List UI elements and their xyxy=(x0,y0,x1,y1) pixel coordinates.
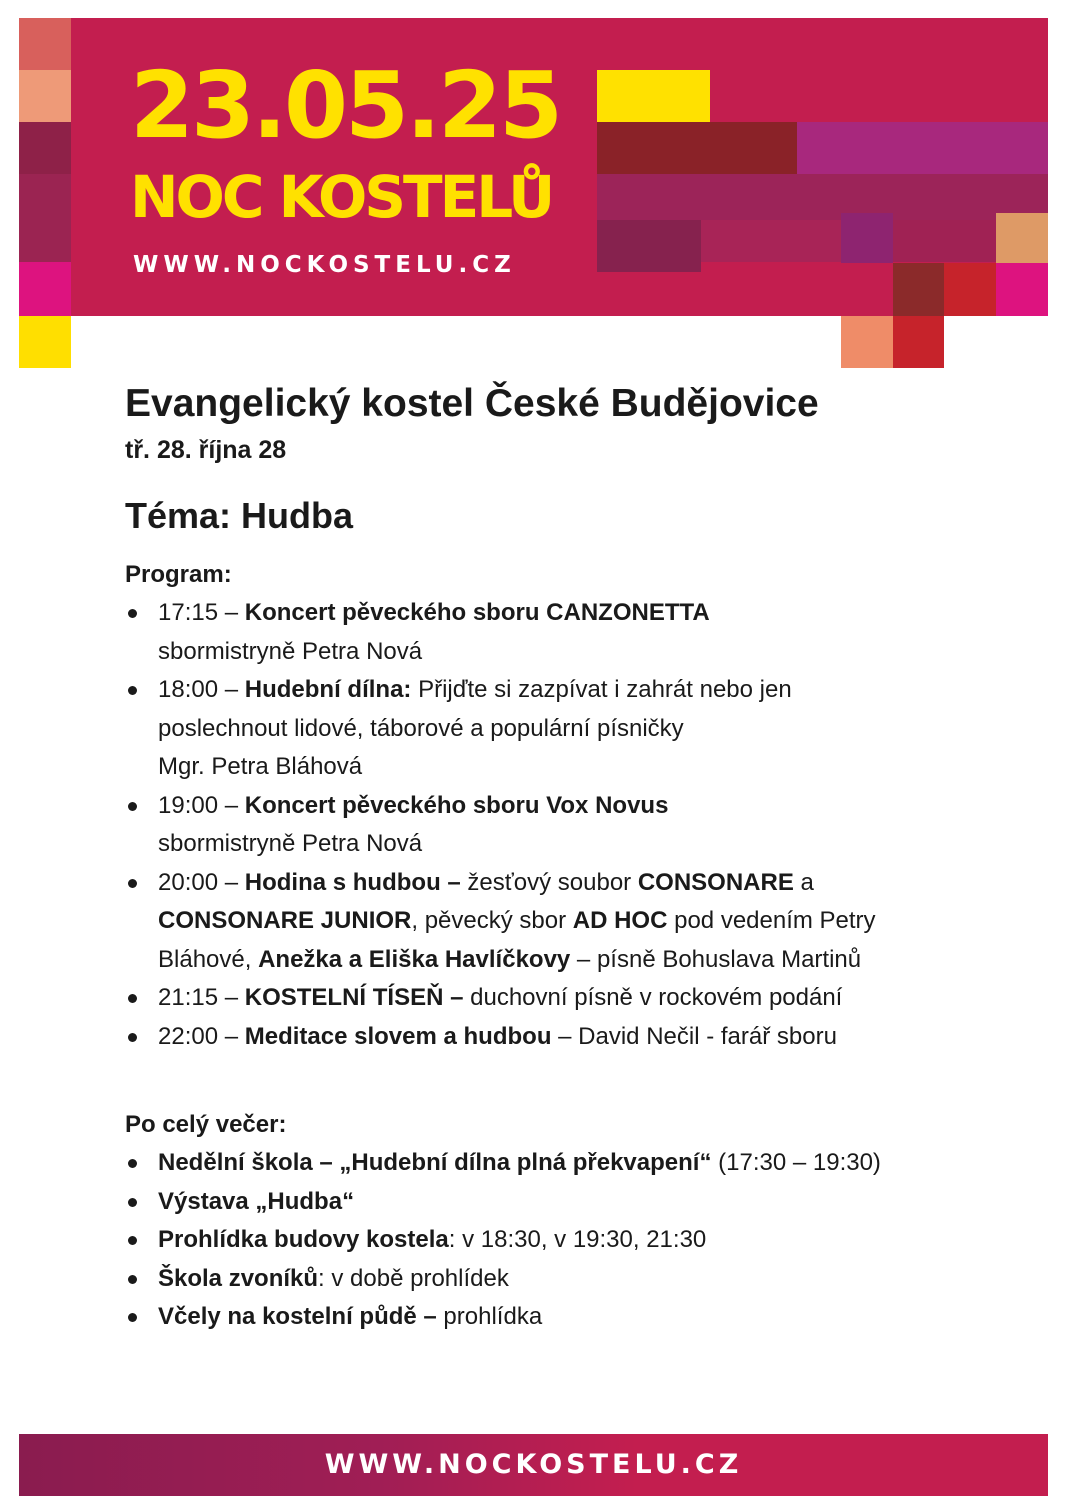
decor-tile xyxy=(893,316,944,368)
decor-tile xyxy=(19,70,71,122)
program-description: duchovní písně v rockovém podání xyxy=(463,984,843,1011)
footer-url-link[interactable]: WWW.NOCKOSTELU.CZ xyxy=(324,1449,743,1480)
program-title: KOSTELNÍ TÍSEŇ – xyxy=(244,984,464,1011)
program-time: 18:00 – xyxy=(158,676,245,703)
decor-tile xyxy=(996,213,1048,263)
decor-tile xyxy=(597,174,1048,220)
evening-title: Prohlídka budovy kostela xyxy=(158,1226,449,1253)
evening-title: Škola zvoníků xyxy=(158,1264,319,1292)
evening-detail: prohlídka xyxy=(436,1303,543,1330)
decor-tile xyxy=(19,262,71,316)
program-detail: poslechnout lidové, táborové a populární písničky xyxy=(158,714,684,742)
evening-item xyxy=(125,1144,1005,1183)
brand-title: NOC KOSTELŮ xyxy=(130,163,553,231)
program-title: Hudební dílna: xyxy=(244,676,412,703)
evening-item xyxy=(125,1183,1005,1222)
evening-item xyxy=(125,1221,1005,1260)
program-detail: sbormistryně Petra Nová xyxy=(158,637,423,665)
decor-tile xyxy=(597,70,710,122)
decor-tile xyxy=(944,263,996,316)
program-text: a xyxy=(793,868,814,896)
event-date: 23.05.25 xyxy=(130,52,560,159)
program-list xyxy=(125,594,1005,1056)
program-item xyxy=(125,671,1005,787)
program-text: Bláhové, xyxy=(158,945,259,973)
program-text: žesťový soubor xyxy=(460,868,638,896)
decor-tile xyxy=(841,316,893,368)
program-detail: sbormistryně Petra Nová xyxy=(158,830,423,857)
evening-item xyxy=(125,1298,1005,1337)
evening-title: Včely na kostelní půdě – xyxy=(158,1303,437,1330)
program-heading: Program: xyxy=(125,561,232,588)
evening-title: Nedělní škola – „Hudební dílna plná překvapení“ xyxy=(158,1149,712,1176)
program-description: – David Nečil - farář sboru xyxy=(551,1022,837,1050)
decor-tile xyxy=(797,122,1048,174)
program-time: 21:15 – xyxy=(158,984,245,1011)
decor-tile xyxy=(19,174,71,262)
program-time: 20:00 – xyxy=(158,868,245,896)
decor-tile xyxy=(19,18,71,70)
decor-tile xyxy=(701,220,841,262)
header-url-link[interactable]: WWW.NOCKOSTELU.CZ xyxy=(133,252,516,278)
performer-names: Anežka a Eliška Havlíčkovy xyxy=(258,945,571,973)
evening-heading: Po celý večer: xyxy=(125,1111,287,1138)
program-item xyxy=(125,594,1005,671)
program-text: – písně Bohuslava Martinů xyxy=(570,945,862,973)
evening-title: Výstava „Hudba“ xyxy=(158,1187,355,1215)
ensemble-name: CONSONARE xyxy=(637,868,794,896)
program-time: 19:00 – xyxy=(158,791,245,819)
ensemble-name: CONSONARE JUNIOR xyxy=(158,907,412,934)
program-item xyxy=(125,864,1005,980)
footer-bar xyxy=(19,1434,1048,1496)
program-time: 22:00 – xyxy=(158,1022,245,1050)
church-address: tř. 28. října 28 xyxy=(125,436,287,464)
decor-tile xyxy=(893,263,944,316)
theme-heading: Téma: Hudba xyxy=(125,495,354,536)
evening-item xyxy=(125,1260,1005,1299)
decor-tile xyxy=(841,213,893,263)
program-text: pod vedením Petry xyxy=(667,907,876,934)
program-item xyxy=(125,1018,1005,1057)
program-title: Meditace slovem a hudbou xyxy=(244,1022,552,1050)
program-item xyxy=(125,979,1005,1018)
program-title: Koncert pěveckého sboru Vox Novus xyxy=(244,791,669,819)
program-time: 17:15 – xyxy=(158,599,245,626)
decor-tile xyxy=(996,263,1048,316)
evening-detail: : v době prohlídek xyxy=(318,1264,509,1292)
program-title: Koncert pěveckého sboru CANZONETTA xyxy=(244,599,710,626)
evening-detail: (17:30 – 19:30) xyxy=(711,1149,881,1176)
program-text: , pěvecký sbor xyxy=(411,907,573,934)
decor-tile xyxy=(19,316,71,368)
church-name: Evangelický kostel České Budějovice xyxy=(125,382,819,425)
decor-tile xyxy=(597,220,701,272)
main-content xyxy=(125,380,1005,1337)
decor-tile xyxy=(597,122,797,174)
evening-detail: : v 18:30, v 19:30, 21:30 xyxy=(448,1226,707,1253)
ensemble-name: AD HOC xyxy=(572,907,668,934)
program-item xyxy=(125,787,1005,864)
decor-tile xyxy=(893,220,996,262)
program-description: Přijďte si zazpívat i zahrát nebo jen xyxy=(411,676,792,703)
program-detail: Mgr. Petra Bláhová xyxy=(158,753,363,780)
program-title: Hodina s hudbou – xyxy=(244,868,461,896)
evening-list xyxy=(125,1144,1005,1337)
decor-tile xyxy=(19,122,71,174)
